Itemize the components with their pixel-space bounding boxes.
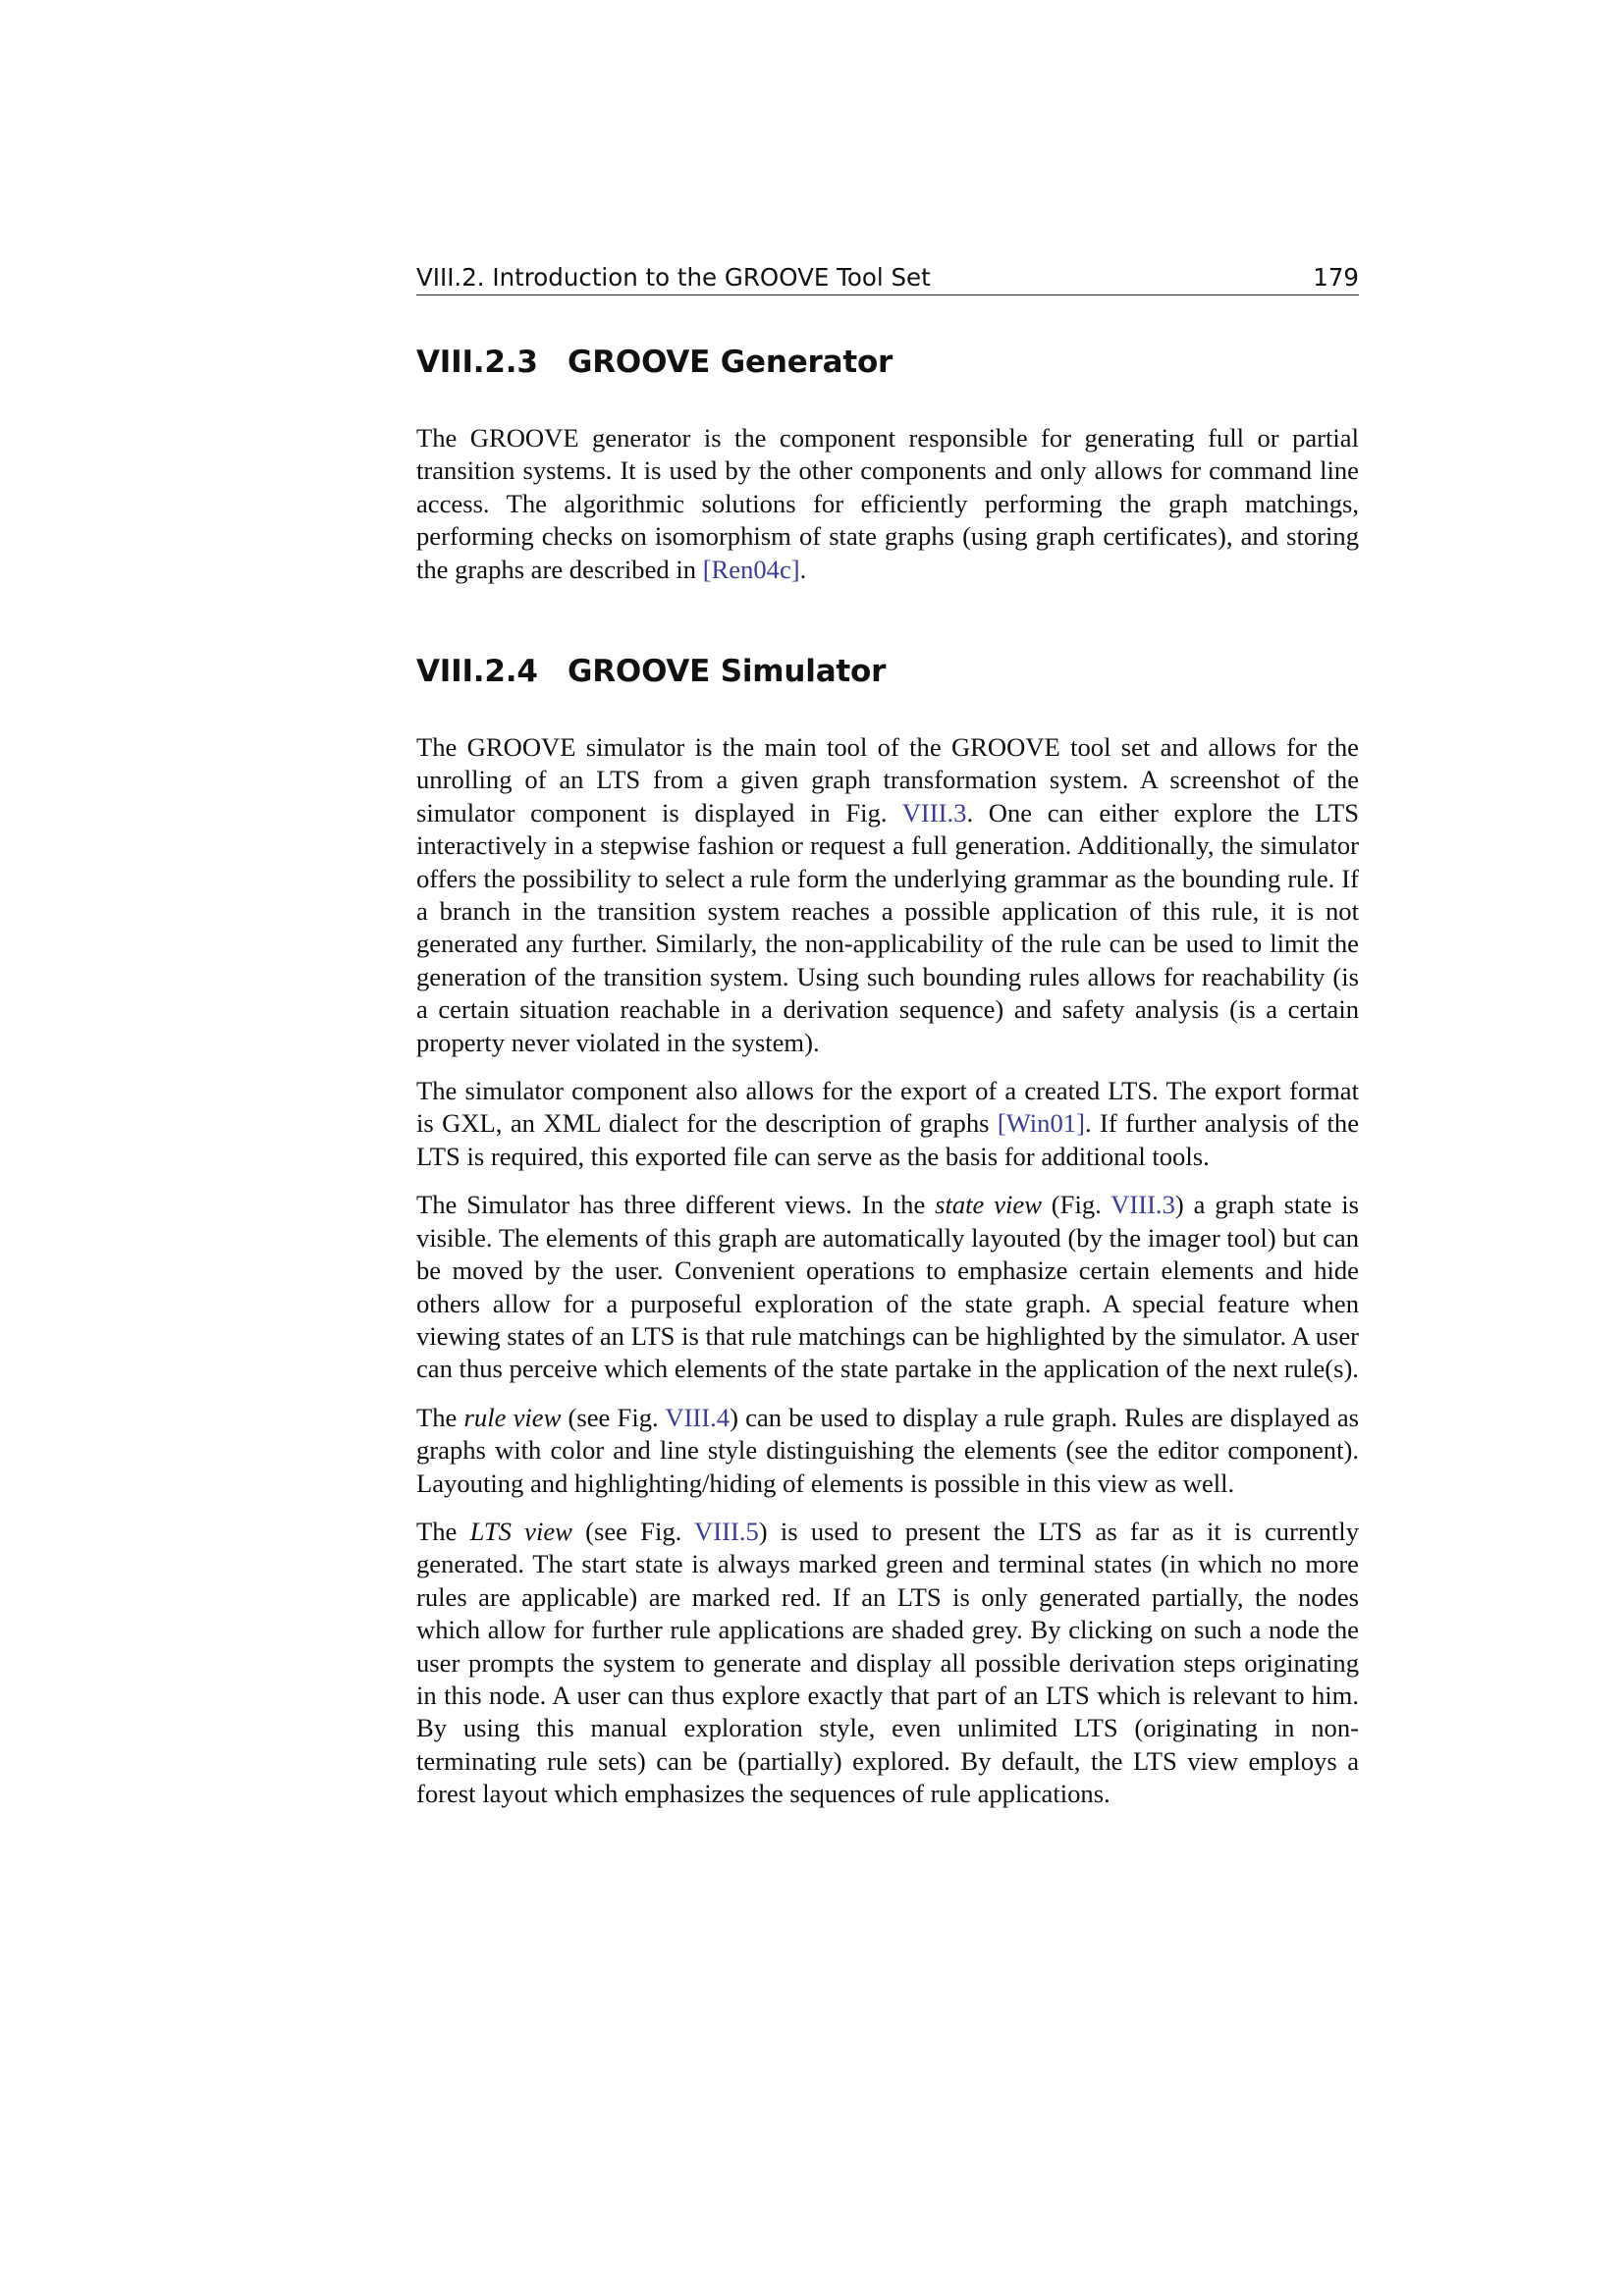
section-number: VIII.2.3 bbox=[416, 345, 538, 380]
text-run: The Simulator has three different views. In the bbox=[416, 1190, 936, 1220]
text-run: . If further analysis of the LTS is required, this exported file can serve as the basis for additional tools. bbox=[416, 1108, 1359, 1171]
section-title: GROOVE Generator bbox=[568, 345, 893, 380]
paragraph bbox=[416, 731, 1359, 1059]
text-run: The GROOVE simulator is the main tool of the GROOVE tool set and allows for the unrolling of an LTS from a given graph transformation system. A screenshot of the simulator component is displayed in Fig. bbox=[416, 732, 1359, 828]
figure-link[interactable]: VIII.3 bbox=[901, 797, 967, 828]
text-run: ) can be used to display a rule graph. Rules are displayed as graphs with color and line style distinguishing the elements (see the editor component). Layouting and highlighting/hiding of elements is possible in this view as well. bbox=[416, 1402, 1359, 1498]
text-run: ) a graph state is visible. The elements of this graph are automatically layouted (by the imager tool) but can be moved by the user. Convenient operations to emphasize certain elements and hide others allow for a purposeful exploration of the state graph. A special feature when viewing states of an LTS is that rule matchings can be highlighted by the simulator. A user can thus perceive which elements of the state partake in the application of the next rule(s). bbox=[416, 1190, 1359, 1384]
emphasis: rule view bbox=[463, 1402, 562, 1432]
emphasis: state view bbox=[935, 1190, 1042, 1220]
text-run: (see Fig. bbox=[561, 1402, 666, 1432]
text-run: The bbox=[416, 1516, 470, 1546]
text-run: The simulator component also allows for the export of a created LTS. The export format is GXL, an XML dialect for the description of graphs bbox=[416, 1076, 1359, 1139]
section-body-generator bbox=[416, 422, 1359, 602]
section-title: GROOVE Simulator bbox=[568, 654, 887, 689]
paragraph bbox=[416, 1402, 1359, 1500]
paragraph bbox=[416, 1075, 1359, 1173]
figure-link[interactable]: VIII.4 bbox=[665, 1402, 731, 1432]
text-run: The GROOVE generator is the component responsible for generating full or partial transition systems. It is used by the other components and only allows for command line access. The algorithmic solutions for efficiently performing the graph matchings, performing checks on isomorphism of state graphs (using graph certificates), and storing the graphs are described in bbox=[416, 423, 1359, 584]
section-number: VIII.2.4 bbox=[416, 654, 538, 689]
paragraph bbox=[416, 422, 1359, 586]
citation-link[interactable]: [Ren04c] bbox=[702, 554, 800, 584]
figure-link[interactable]: VIII.3 bbox=[1110, 1190, 1175, 1220]
paragraph bbox=[416, 1516, 1359, 1811]
section-heading-generator bbox=[416, 344, 1359, 381]
page-number: 179 bbox=[1313, 263, 1359, 292]
paragraph bbox=[416, 1189, 1359, 1385]
emphasis: LTS view bbox=[469, 1516, 572, 1546]
figure-link[interactable]: VIII.5 bbox=[694, 1516, 759, 1546]
running-header bbox=[416, 261, 1359, 295]
text-run: . One can either explore the LTS interactively in a stepwise fashion or request a full generation. Additionally, the simulator offers the possibility to select a rule form the underlying grammar as the bounding rule. If a branch in the transition system reaches a possible application of this rule, it is not generated any further. Similarly, the non-applicability of the rule can be used to limit the generation of the transition system. Using such bounding rules allows for reachability (is a certain situation reachable in a derivation sequence) and safety analysis (is a certain property never violated in the system). bbox=[416, 797, 1360, 1057]
section-heading-simulator bbox=[416, 653, 1359, 690]
text-run: . bbox=[799, 554, 807, 584]
text-run: ) is used to present the LTS as far as it is currently generated. The start state is always marked green and terminal states (in which no more rules are applicable) are marked red. If an LTS is only generated partially, the nodes which allow for further rule applications are shaded grey. By clicking on such a node the user prompts the system to generate and display all possible derivation steps originating in this node. A user can thus explore exactly that part of an LTS which is relevant to him. By using this manual exploration style, even unlimited LTS (originating in non-terminating rule sets) can be (partially) explored. By default, the LTS view employs a forest layout which emphasizes the sequences of rule applications. bbox=[416, 1516, 1359, 1809]
section-body-simulator bbox=[416, 731, 1359, 1827]
running-title: VIII.2. Introduction to the GROOVE Tool Set bbox=[416, 263, 931, 292]
text-run: (Fig. bbox=[1041, 1190, 1111, 1220]
citation-link[interactable]: [Win01] bbox=[997, 1108, 1085, 1139]
text-run: (see Fig. bbox=[571, 1516, 695, 1546]
text-run: The bbox=[416, 1402, 464, 1432]
